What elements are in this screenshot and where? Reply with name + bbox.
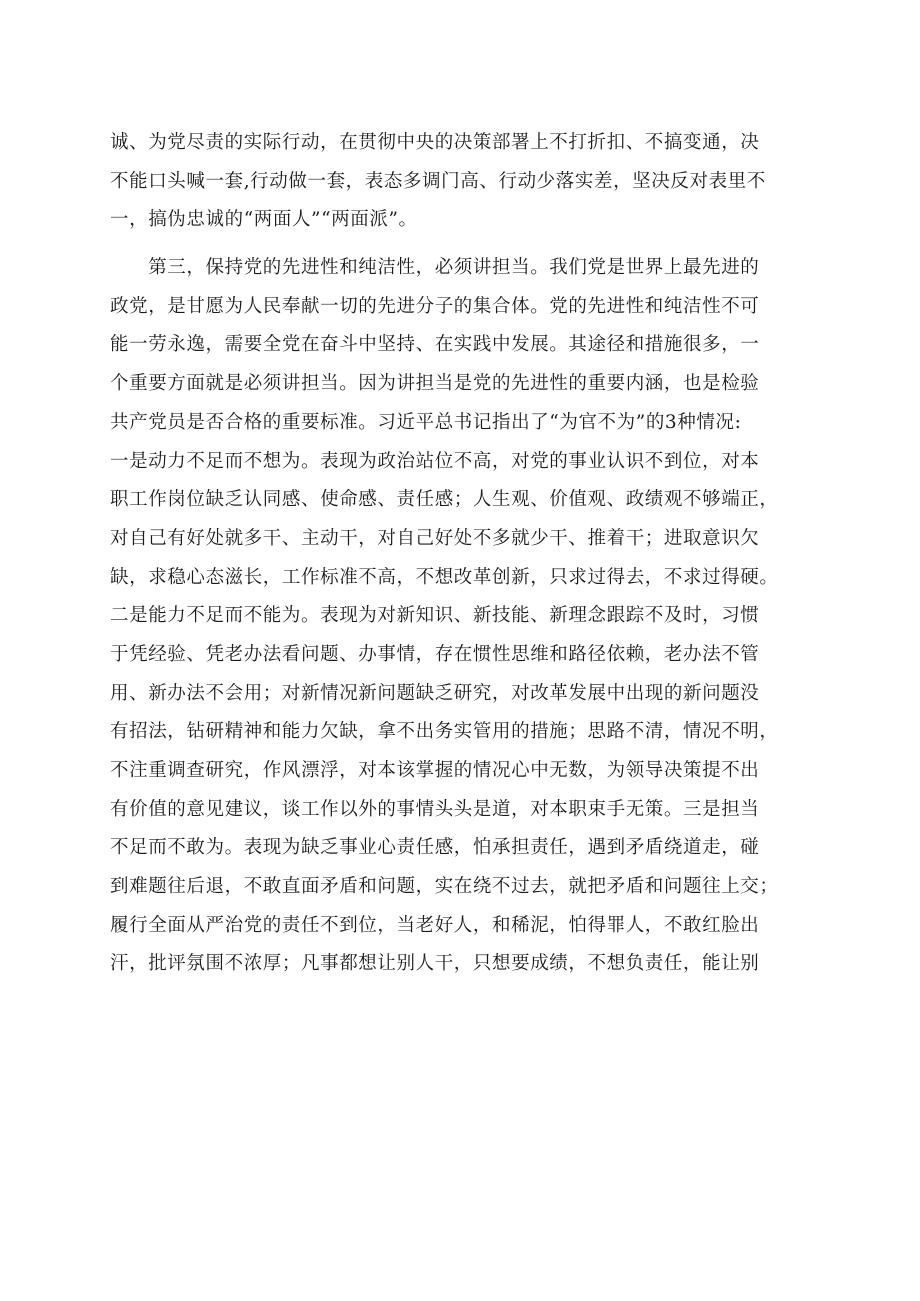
text-line: 对自己有好处就多干、主动干，对自己好处不多就少干、推着干；进取意识欠: [110, 527, 760, 549]
text-line: 缺，求稳心态滋长，工作标准不高，不想改革创新，只求过得去，不求过得硬。: [110, 566, 779, 588]
text-line: 不能口头喊一套,行动做一套，表态多调门高、行动少落实差，坚决反对表里不: [110, 170, 766, 192]
text-line: 政党，是甘愿为人民奉献一切的先进分子的集合体。党的先进性和纯洁性不可: [110, 295, 760, 317]
paragraph-2: [110, 249, 830, 1061]
text-line: [110, 984, 830, 1023]
text-line: 不注重调查研究，作风漂浮，对本该掌握的情况心中无数，为领导决策提不出: [110, 760, 760, 781]
text-line: 于凭经验、凭老办法看问题、办事情，存在惯性思维和路径依赖，老办法不管: [110, 643, 760, 665]
paragraph-spacing: [110, 240, 830, 249]
text-line: 第三，保持党的先进性和纯洁性，必须讲担当。我们党是世界上最先进的: [110, 257, 760, 279]
text-line: 用、新办法不会用；对新情况新问题缺乏研究，对改革发展中出现的新问题没: [110, 682, 760, 704]
text-line: 职工作岗位缺乏认同感、使命感、责任感；人生观、价值观、政绩观不够端正，: [110, 489, 779, 511]
text-line: 汗，批评氛围不浓厚；凡事都想让别人干，只想要成绩，不想负责任，能让别: [110, 953, 760, 975]
text-line: 一，搞伪忠诚的“两面人”“两面派”。: [110, 209, 418, 231]
text-line: 能一劳永逸，需要全党在奋斗中坚持、在实践中发展。其途径和措施很多，一: [110, 334, 760, 356]
text-line: 有招法，钻研精神和能力欠缺，拿不出务实管用的措施；思路不清，情况不明，: [110, 721, 779, 743]
text-line: 到难题往后退，不敢直面矛盾和问题，实在绕不过去，就把矛盾和问题往上交；: [110, 876, 779, 898]
text-line: 二是能力不足而不能为。表现为对新知识、新技能、新理念跟踪不及时，习惯: [110, 605, 760, 627]
text-line: 诚、为党尽责的实际行动，在贯彻中央的决策部署上不打折扣、不搞变通，决: [110, 132, 760, 153]
text-line: 个重要方面就是必须讲担当。因为讲担当是党的先进性的重要内涵，也是检验: [110, 373, 760, 395]
document-body: [110, 124, 830, 1062]
text-line: 履行全面从严治党的责任不到位，当老好人，和稀泥，怕得罪人，不敢红脸出: [110, 914, 760, 936]
text-line: 不足而不敢为。表现为缺乏事业心责任感，怕承担责任，遇到矛盾绕道走，碰: [110, 837, 760, 859]
paragraph-1: [110, 124, 830, 240]
text-line: 一是动力不足而不想为。表现为政治站位不高，对党的事业认识不到位，对本: [110, 450, 760, 472]
text-line: [110, 1023, 830, 1062]
text-line: 共产党员是否合格的重要标准。习近平总书记指出了“为官不为”的3种情况:: [110, 411, 742, 433]
text-line: 有价值的意见建议，谈工作以外的事情头头是道，对本职束手无策。三是担当: [110, 798, 760, 820]
